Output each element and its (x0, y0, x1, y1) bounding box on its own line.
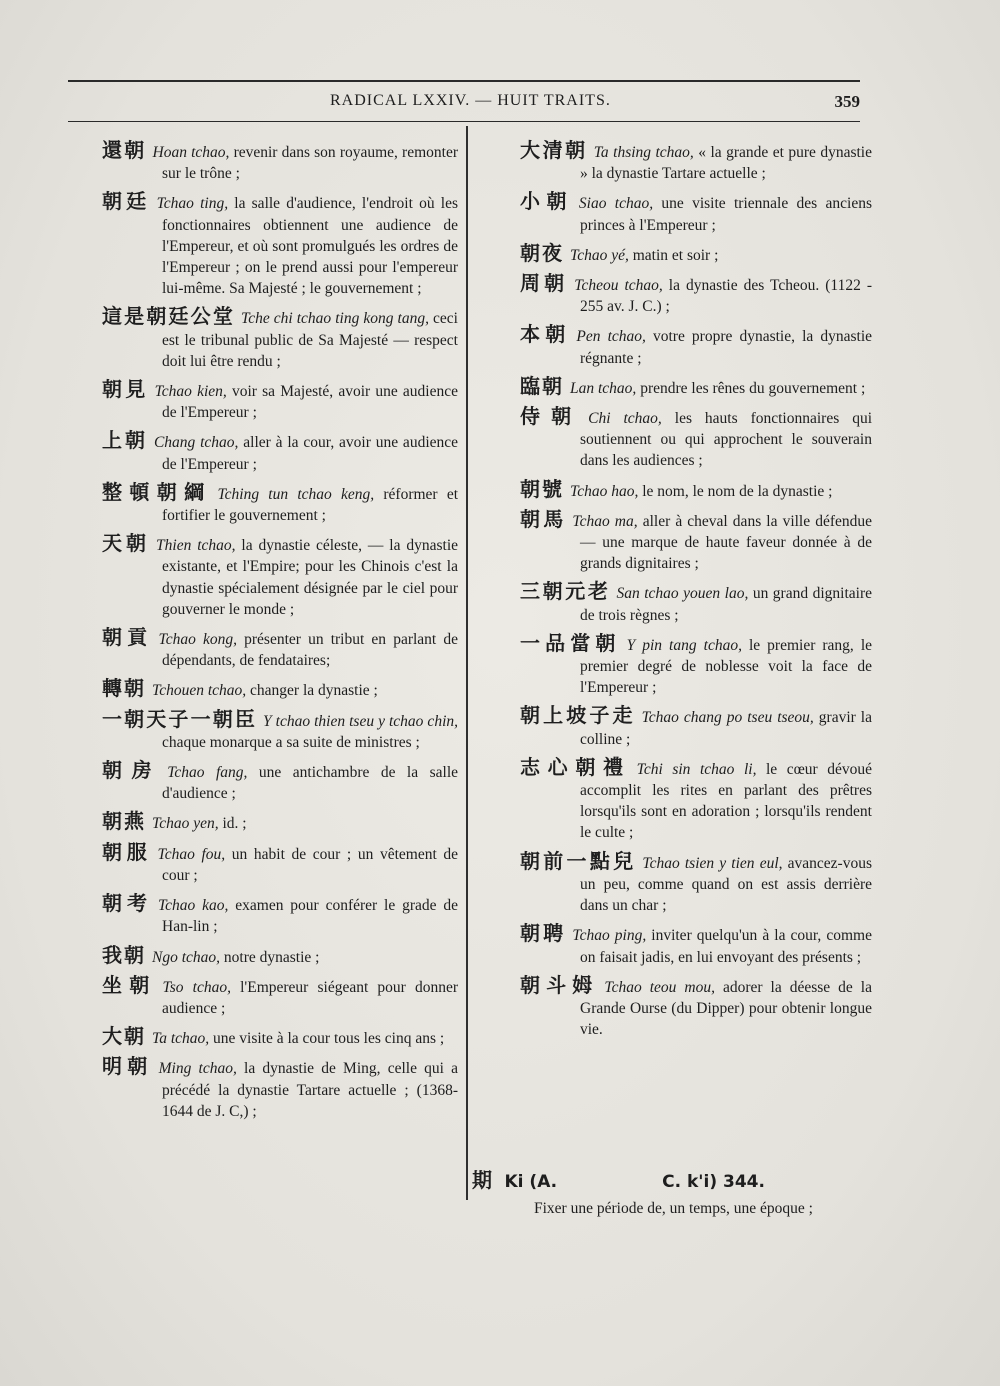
entry-romanization: Tchao ma, (572, 512, 638, 530)
dictionary-entry (520, 324, 872, 368)
entry-characters: 朝燕 (102, 809, 146, 834)
entry-romanization: Y pin tang tchao, (626, 636, 742, 654)
entry-definition: revenir dans son royaume, remonter sur le trône ; (162, 144, 459, 183)
entry-characters: 朝見 (102, 377, 149, 402)
entry-romanization: Lan tchao, (570, 379, 637, 397)
dictionary-entry (102, 811, 458, 834)
entry-romanization: Tchao ping, (572, 927, 647, 945)
entry-definition: prendre les rênes du gouvernement ; (636, 379, 866, 397)
entry-definition: le cœur dévoué accomplit les rites en parlant des prêtres lorsqu'ils sont en adoration ; lorsqu'ils rendent le culte ; (580, 760, 873, 842)
entry-characters: 朝夜 (520, 240, 564, 265)
dictionary-entry (102, 479, 459, 526)
dictionary-entry (102, 706, 458, 753)
entry-romanization: Tchao teou mou, (604, 978, 715, 996)
entry-definition: matin et soir ; (628, 246, 719, 264)
dictionary-entry (102, 1026, 458, 1049)
entry-romanization: Tso tchao, (162, 978, 231, 996)
dictionary-entry (102, 760, 458, 804)
entry-characters: 本朝 (520, 322, 571, 347)
dictionary-entry (102, 306, 458, 372)
entry-characters: 朝斗姆 (520, 972, 599, 997)
entry-characters: 朝聘 (520, 921, 567, 946)
entry-definition: la salle d'audience, l'endroit où les fonctionnaires obtiennent une audience de l'Empereur, et où sont promulgués les ordres de l'Empereur ; on le prend aussi pour l'empereur lui-même. Sa Majesté ; le gouvernement ; (162, 195, 458, 298)
entry-characters: 朝號 (520, 476, 564, 501)
entry-characters: 朝上坡子走 (520, 703, 636, 728)
dictionary-entry (102, 972, 458, 1019)
entry-definition: la dynastie céleste, — la dynastie existante, et l'Empire; pour les Chinois c'est la dynastie spécialement désignée par le ciel pour gouverner le monde ; (162, 537, 459, 618)
dictionary-entry (102, 678, 458, 701)
entry-definition: ceci est le tribunal public de Sa Majesté — respect doit lui être rendu ; (162, 310, 458, 370)
column-divider (466, 126, 468, 1200)
dictionary-entry (520, 506, 872, 575)
right-column (520, 140, 872, 1047)
dictionary-entry (102, 533, 458, 620)
dictionary-entry (102, 191, 458, 299)
entry-romanization: Tchao ting, (156, 195, 229, 213)
entry-romanization: Tche chi tchao ting kong tang, (241, 310, 429, 328)
ki-definition: Fixer une période de, un temps, une époque ; (534, 1200, 813, 1217)
entry-romanization: Tchao kao, (157, 897, 229, 915)
dictionary-entry (520, 191, 872, 235)
entry-romanization: San tchao youen lao, (616, 585, 749, 603)
entry-characters: 我朝 (102, 942, 146, 967)
dictionary-entry (520, 240, 872, 266)
entry-characters: 三朝元老 (520, 579, 611, 604)
entry-definition: les hauts fonctionnaires qui soutiennent ou qui approchent le souverain dans les audiences ; (580, 410, 873, 470)
entry-definition: réformer et fortifier le gouvernement ; (162, 485, 459, 525)
header-rule (68, 121, 860, 122)
dictionary-entry (102, 839, 459, 886)
entry-characters: 周朝 (520, 271, 569, 296)
entry-definition: aller à cheval dans la ville défendue — une marque de haute faveur donnée à de grands dignitaires ; (580, 512, 872, 573)
entry-definition: « la grande et pure dynastie » la dynastie Tartare actuelle ; (580, 144, 872, 183)
entry-characters: 朝房 (102, 758, 162, 783)
entry-characters: 上朝 (102, 428, 148, 453)
entry-definition: examen pour conférer le grade de Han-lin ; (162, 897, 458, 936)
entry-romanization: Tchao tsien y tien eul, (642, 854, 783, 872)
entry-definition: adorer la déesse de la Grande Ourse (du Dipper) pour obtenir longue vie. (580, 978, 872, 1039)
entry-romanization: Thien tchao, (156, 537, 236, 555)
dictionary-entry (520, 754, 873, 844)
entry-characters: 明朝 (102, 1054, 153, 1079)
entry-characters: 大清朝 (520, 138, 588, 162)
entry-romanization: Tchao yen, (152, 815, 219, 833)
entry-romanization: Tching tun tchao keng, (217, 485, 375, 503)
entry-definition: présenter un tribut en parlant de dépendants, de fendataires; (162, 631, 458, 670)
entry-romanization: Tchao hao, (570, 482, 639, 500)
running-head: RADICAL LXXIV. — HUIT TRAITS. (330, 92, 611, 109)
entry-characters: 大朝 (102, 1024, 146, 1049)
entry-definition: voir sa Majesté, avoir une audience de l'Empereur ; (162, 383, 458, 422)
entry-characters: 朝前一點兒 (520, 848, 637, 873)
entry-romanization: Ngo tchao, (152, 948, 221, 966)
dictionary-entry (102, 140, 458, 184)
entry-characters: 朝考 (102, 891, 152, 916)
ki-entry-heading (472, 1164, 862, 1193)
dictionary-entry (520, 273, 872, 317)
entry-romanization: Tchao fang, (167, 764, 248, 782)
entry-definition: chaque monarque a sa suite de ministres ; (162, 733, 420, 751)
dictionary-entry (102, 893, 458, 937)
entry-romanization: Tchao fou, (157, 845, 226, 863)
entry-characters: 一朝天子一朝臣 (102, 706, 257, 731)
entry-definition: le premier rang, le premier degré de noblesse voit la face de l'Empereur ; (580, 636, 873, 697)
dictionary-entry (520, 630, 873, 699)
entry-romanization: Tcheou tchao, (574, 277, 663, 295)
entry-romanization: Ta thsing tchao, (593, 144, 694, 161)
top-rule (68, 80, 860, 82)
entry-definition: inviter quelqu'un à la cour, comme on faisait jadis, en lui envoyant des présents ; (580, 927, 872, 966)
entry-characters: 朝貢 (102, 625, 153, 650)
entry-characters: 侍朝 (520, 404, 583, 429)
entry-characters: 整頓朝綱 (102, 479, 212, 504)
dictionary-entry (520, 848, 873, 917)
dictionary-entry (520, 923, 872, 967)
entry-characters: 朝服 (102, 839, 152, 864)
dictionary-entry (102, 379, 458, 423)
dictionary-entry (520, 972, 872, 1041)
dictionary-entry (520, 705, 872, 749)
entry-characters: 天朝 (102, 531, 151, 556)
entry-characters: 志心朝禮 (520, 754, 631, 779)
ki-label: Ki (A. (504, 1172, 558, 1192)
entry-romanization: Tchao chang po tseu tseou, (641, 709, 814, 727)
entry-definition: id. ; (218, 815, 247, 833)
entry-definition: un habit de cour ; un vêtement de cour ; (162, 845, 459, 884)
left-column (102, 140, 458, 1129)
entry-romanization: Ming tchao, (158, 1060, 237, 1078)
dictionary-entry (520, 140, 872, 184)
entry-romanization: Chang tchao, (153, 434, 239, 452)
entry-romanization: Tchi sin tchao li, (636, 760, 757, 778)
entry-definition: avancez-vous un peu, comme quand on est assis derrière dans un char ; (580, 854, 873, 915)
entry-characters: 轉朝 (102, 676, 146, 701)
entry-romanization: Tchao kien, (154, 383, 227, 401)
entry-romanization: Hoan tchao, (152, 144, 230, 161)
entry-romanization: Pen tchao, (576, 328, 646, 346)
ki-character: 期 (472, 1168, 494, 1192)
entry-romanization: Y tchao thien tseu y tchao chin, (263, 712, 458, 730)
entry-definition: une visite à la cour tous les cinq ans ; (209, 1030, 445, 1048)
entry-definition: la dynastie de Ming, celle qui a précédé la dynastie Tartare actuelle ; (1368-1644 de J. C,) ; (162, 1060, 459, 1120)
entry-characters: 朝馬 (520, 506, 567, 531)
entry-characters: 坐朝 (102, 972, 157, 997)
entry-definition: gravir la colline ; (580, 709, 872, 748)
page-number: 359 (834, 92, 860, 111)
dictionary-entry (102, 942, 458, 968)
entry-romanization: Siao tchao, (578, 195, 654, 213)
entry-romanization: Chi tchao, (588, 410, 662, 428)
dictionary-entry (102, 1056, 458, 1122)
dictionary-entry (520, 373, 872, 399)
entry-characters: 朝廷 (102, 189, 151, 214)
entry-romanization: Tchao kong, (158, 631, 237, 649)
dictionary-entry (102, 627, 458, 671)
entry-characters: 小朝 (520, 189, 573, 214)
entry-romanization: Tchao yé, (570, 246, 629, 264)
entry-definition: votre propre dynastie, la dynastie régnante ; (580, 328, 873, 367)
entry-definition: la dynastie des Tcheou. (1122 - 255 av. J. C.) ; (580, 277, 872, 316)
ki-label-2: C. k'i) 344. (662, 1172, 765, 1192)
entry-romanization: Ta tchao, (152, 1030, 210, 1048)
dictionary-entry (520, 476, 872, 502)
dictionary-entry (520, 581, 872, 625)
dictionary-entry (520, 406, 872, 472)
entry-definition: une visite triennale des anciens princes à l'Empereur ; (580, 195, 872, 234)
entry-definition: aller à la cour, avoir une audience de l'Empereur ; (162, 434, 459, 473)
page-header (68, 92, 860, 122)
entry-definition: changer la dynastie ; (246, 682, 378, 700)
entry-definition: une antichambre de la salle d'audience ; (162, 764, 458, 803)
entry-characters: 還朝 (102, 138, 147, 162)
entry-definition: un grand dignitaire de trois règnes ; (580, 585, 872, 624)
dictionary-entry (102, 430, 458, 474)
entry-definition: le nom, le nom de la dynastie ; (638, 482, 833, 500)
entry-characters: 這是朝廷公堂 (102, 304, 236, 329)
entry-romanization: Tchouen tchao, (152, 682, 247, 700)
entry-definition: notre dynastie ; (220, 948, 320, 966)
entry-characters: 臨朝 (520, 373, 564, 398)
entry-characters: 一品當朝 (520, 630, 621, 655)
entry-definition: l'Empereur siégeant pour donner audience ; (162, 978, 458, 1017)
